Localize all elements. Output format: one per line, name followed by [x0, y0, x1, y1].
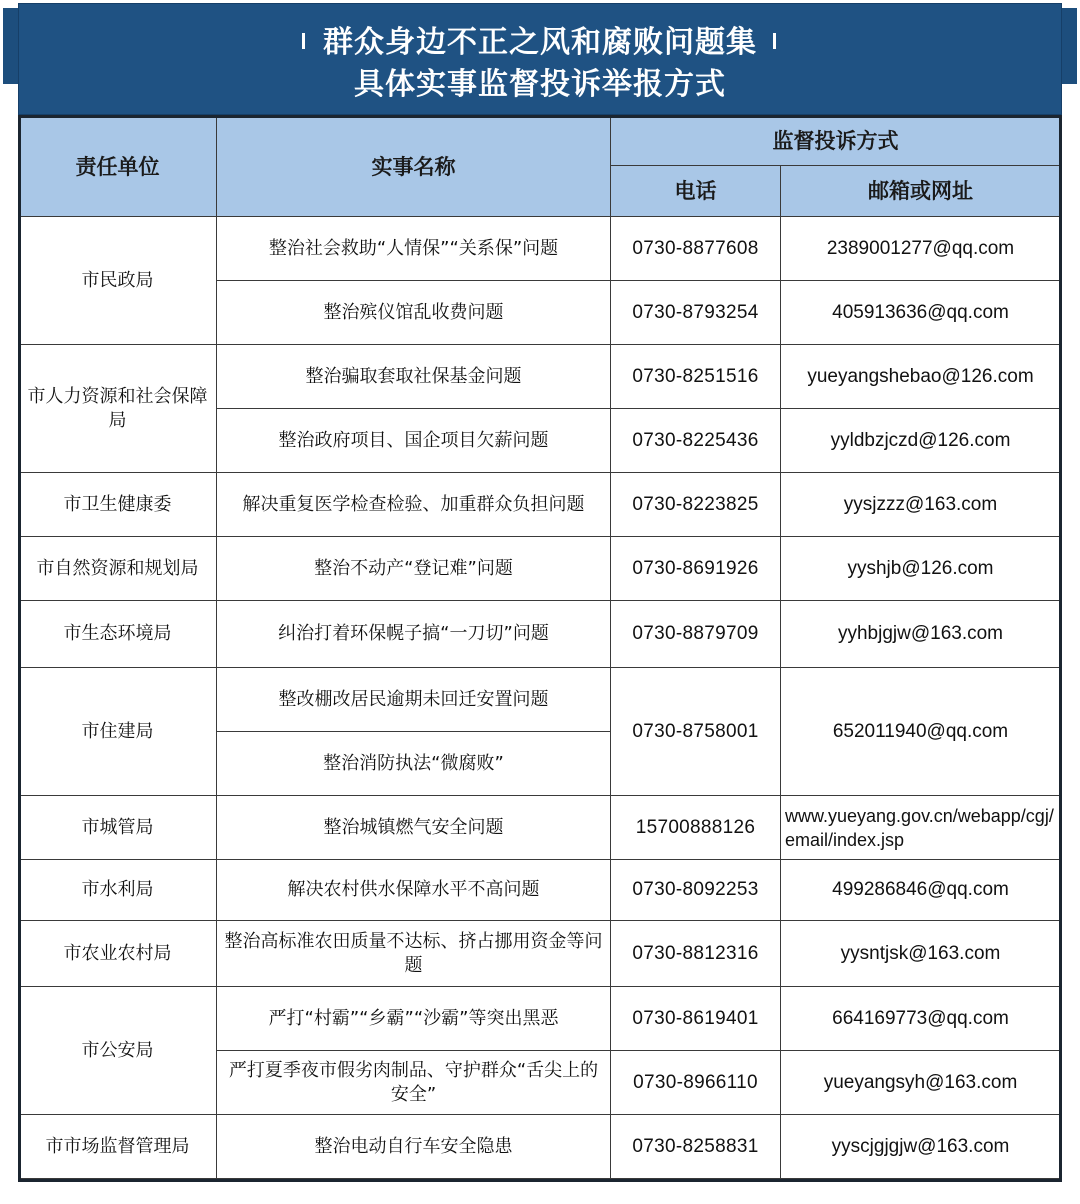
phone-cell: 0730-8691926 [611, 537, 781, 601]
item-cell: 整治不动产“登记难”问题 [217, 537, 611, 601]
unit-cell: 市民政局 [19, 217, 217, 345]
page-title-line1: 群众身边不正之风和腐败问题集 [323, 25, 757, 60]
email-cell: 664169773@qq.com [781, 987, 1061, 1051]
unit-cell: 市公安局 [19, 987, 217, 1115]
item-cell: 整改棚改居民逾期未回迁安置问题 [217, 668, 611, 732]
email-cell: yysjzzz@163.com [781, 473, 1061, 537]
email-cell: yysntjsk@163.com [781, 921, 1061, 987]
email-cell: yyldbzjczd@126.com [781, 409, 1061, 473]
unit-cell: 市市场监督管理局 [19, 1115, 217, 1179]
item-cell: 解决农村供水保障水平不高问题 [217, 860, 611, 921]
table-frame [18, 115, 1062, 1182]
email-cell: yyshjb@126.com [781, 537, 1061, 601]
unit-cell: 市人力资源和社会保障局 [19, 345, 217, 473]
unit-cell: 市生态环境局 [19, 601, 217, 668]
header-unit: 责任单位 [19, 117, 217, 217]
unit-cell: 市城管局 [19, 796, 217, 860]
phone-cell: 0730-8619401 [611, 987, 781, 1051]
phone-cell: 0730-8793254 [611, 281, 781, 345]
phone-cell: 0730-8251516 [611, 345, 781, 409]
item-cell: 严打“村霸”“乡霸”“沙霸”等突出黑恶 [217, 987, 611, 1051]
phone-cell: 0730-8879709 [611, 601, 781, 668]
email-cell: yueyangshebao@126.com [781, 345, 1061, 409]
header-item: 实事名称 [217, 117, 611, 217]
item-cell: 解决重复医学检查检验、加重群众负担问题 [217, 473, 611, 537]
website-cell[interactable]: www.yueyang.gov.cn/webapp/cgj/email/index.jsp [781, 796, 1061, 860]
phone-cell: 0730-8092253 [611, 860, 781, 921]
item-cell: 整治消防执法“微腐败” [217, 732, 611, 796]
title-banner [18, 3, 1062, 115]
header-phone: 电话 [611, 166, 781, 217]
page-title-line2: 具体实事监督投诉举报方式 [354, 67, 726, 102]
unit-cell: 市水利局 [19, 860, 217, 921]
phone-cell: 0730-8258831 [611, 1115, 781, 1179]
email-cell: 499286846@qq.com [781, 860, 1061, 921]
phone-cell: 0730-8812316 [611, 921, 781, 987]
unit-cell: 市农业农村局 [19, 921, 217, 987]
email-cell: yyscjgjgjw@163.com [781, 1115, 1061, 1179]
item-cell: 严打夏季夜市假劣肉制品、守护群众“舌尖上的安全” [217, 1051, 611, 1115]
item-cell: 整治骗取套取社保基金问题 [217, 345, 611, 409]
unit-cell: 市住建局 [19, 668, 217, 796]
item-cell: 整治社会救助“人情保”“关系保”问题 [217, 217, 611, 281]
phone-cell: 15700888126 [611, 796, 781, 860]
email-cell: 652011940@qq.com [781, 668, 1061, 796]
email-cell: yueyangsyh@163.com [781, 1051, 1061, 1115]
email-cell: 405913636@qq.com [781, 281, 1061, 345]
email-cell: 2389001277@qq.com [781, 217, 1061, 281]
email-cell: yyhbjgjw@163.com [781, 601, 1061, 668]
item-cell: 整治政府项目、国企项目欠薪问题 [217, 409, 611, 473]
item-cell: 纠治打着环保幌子搞“一刀切”问题 [217, 601, 611, 668]
item-cell: 整治高标准农田质量不达标、挤占挪用资金等问题 [217, 921, 611, 987]
phone-cell: 0730-8223825 [611, 473, 781, 537]
phone-cell: 0730-8758001 [611, 668, 781, 796]
header-method: 监督投诉方式 [611, 117, 1061, 166]
phone-cell: 0730-8225436 [611, 409, 781, 473]
unit-cell: 市自然资源和规划局 [19, 537, 217, 601]
item-cell: 整治城镇燃气安全问题 [217, 796, 611, 860]
phone-cell: 0730-8966110 [611, 1051, 781, 1115]
header-email: 邮箱或网址 [781, 166, 1061, 217]
unit-cell: 市卫生健康委 [19, 473, 217, 537]
item-cell: 整治电动自行车安全隐患 [217, 1115, 611, 1179]
item-cell: 整治殡仪馆乱收费问题 [217, 281, 611, 345]
phone-cell: 0730-8877608 [611, 217, 781, 281]
